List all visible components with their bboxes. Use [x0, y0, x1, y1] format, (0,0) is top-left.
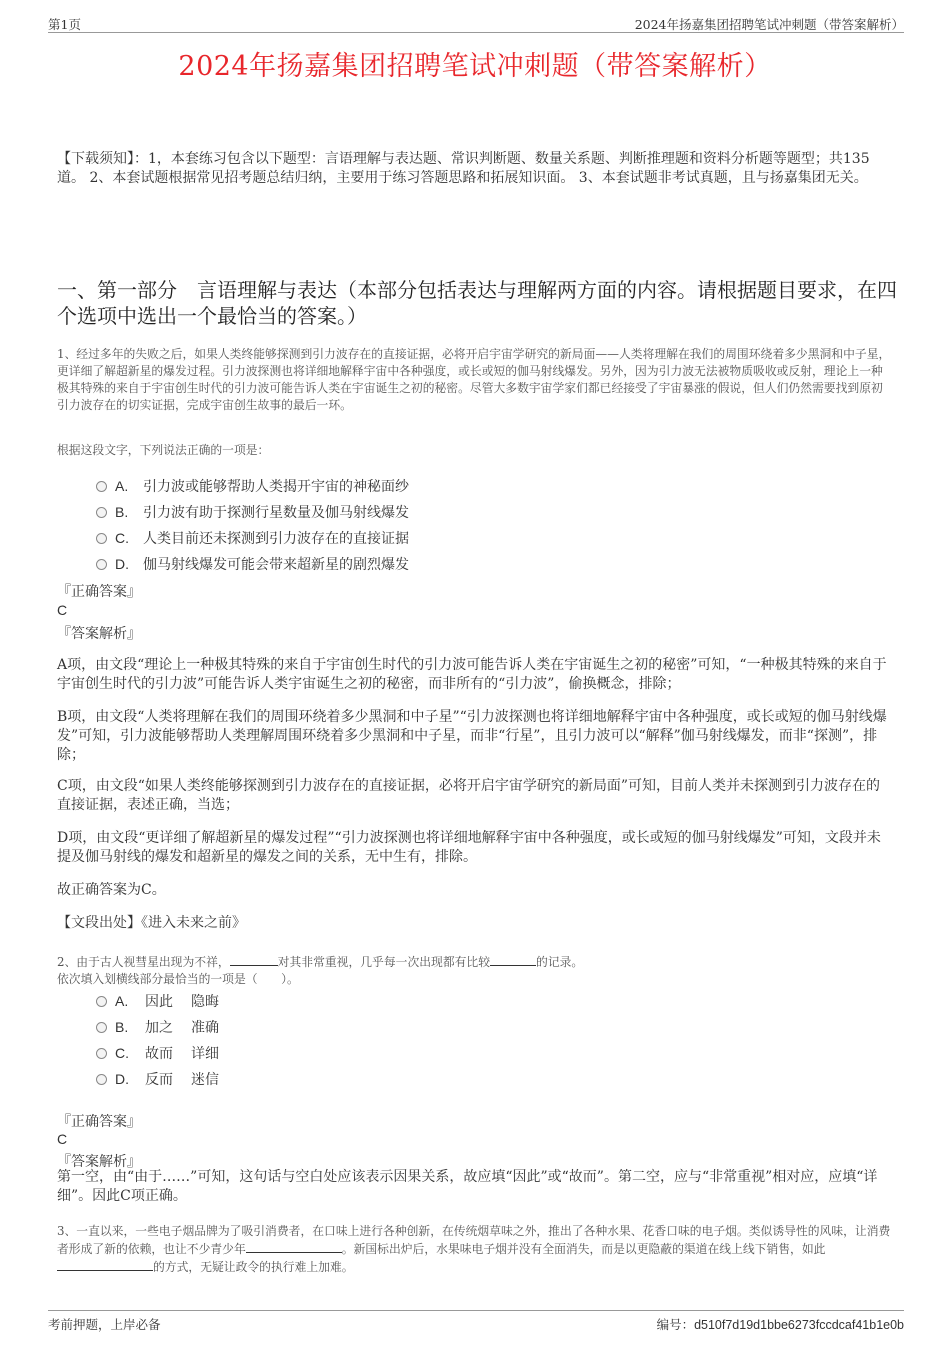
q1-passage: 1、经过多年的失败之后，如果人类终能够探测到引力波存在的直接证据，必将开启宇宙学研究的新局面——人类将理解在我们的周围环绕着多少黑洞和中子星，更详细了解超新星的爆发过程。引力波探测也将详细地解释宇宙中各种强度，或长或短的伽马射线爆发。另外，因为引力波无法被物质吸收或反射，理论上一种极其特殊的来自于宇宙创生时代的引力波可能告诉人类在宇宙诞生之初的秘密。尽管大多数宇宙学家们都已经接受了宇宙暴涨的假说，但人们仍然需要找到原初引力波存在的切实证据，完成宇宙创生故事的最后一环。: [57, 347, 891, 412]
q1-analysis-a: A项，由文段“理论上一种极其特殊的来自于宇宙创生时代的引力波可能告诉人类在宇宙诞生之初的秘密”可知，“一种极其特殊的来自于宇宙创生时代的引力波”可能告诉人类宇宙诞生之初的秘密，而非所有的“引力波”，偷换概念，排除；: [57, 657, 887, 692]
fill-blank: [490, 953, 536, 966]
q1-prompt: 根据这段文字，下列说法正确的一项是：: [57, 443, 270, 457]
q2-passage: 2、由于古人视彗星出现为不祥， 对其非常重视，几乎每一次出现都有比较 的记录。: [57, 955, 584, 969]
page-number: 第1页: [48, 17, 81, 32]
fill-blank: [230, 953, 278, 966]
download-notice: 【下载须知】：1，本套练习包含以下题型：言语理解与表达题、常识判断题、数量关系题、判断推理题和资料分析题等题型；共135道。 2、本套试题根据常见招考题总结归纳，主要用于练习答题思路和拓展知识面。 3、本套试题非考试真题，且与扬嘉集团无关。: [57, 151, 870, 186]
fill-blank: [57, 1258, 153, 1271]
radio-icon[interactable]: [96, 1048, 107, 1059]
q1-option-d[interactable]: D. 伽马射线爆发可能会带来超新星的剧烈爆发: [96, 551, 409, 577]
q1-option-b[interactable]: B. 引力波有助于探测行星数量及伽马射线爆发: [96, 499, 409, 525]
radio-icon[interactable]: [96, 1022, 107, 1033]
radio-icon[interactable]: [96, 481, 107, 492]
q2-option-c[interactable]: C. 故而 详细: [96, 1040, 219, 1066]
q1-source: 【文段出处】《进入未来之前》: [57, 915, 246, 931]
radio-icon[interactable]: [96, 533, 107, 544]
q1-options: [96, 473, 409, 577]
q2-option-b[interactable]: B. 加之 准确: [96, 1014, 219, 1040]
q1-option-a[interactable]: A. 引力波或能够帮助人类揭开宇宙的神秘面纱: [96, 473, 409, 499]
document-code: 编号：d510f7d19d1bbe6273fccdcaf41b1e0b: [656, 1317, 904, 1332]
q2-answer: C: [57, 1131, 68, 1147]
q3-passage: 3、一直以来，一些电子烟品牌为了吸引消费者，在口味上进行各种创新，在传统烟草味之外，推出了各种水果、花香口味的电子烟。类似诱导性的风味，让消费者形成了新的依赖，也让不少青少年 。新国标出炉后，水果味电子烟并没有全面消失，而是以更隐蔽的渠道在线上线下销售，如此的方式，无疑让政令的执行难上加难。: [57, 1224, 891, 1274]
q1-analysis-d: D项，由文段“更详细了解超新星的爆发过程”“引力波探测也将详细地解释宇宙中各种强度，或长或短的伽马射线爆发”可知，文段并未提及伽马射线的爆发和超新星的爆发之间的关系，无中生有，排除。: [57, 830, 881, 865]
q1-option-c[interactable]: C. 人类目前还未探测到引力波存在的直接证据: [96, 525, 409, 551]
footer-slogan: 考前押题，上岸必备: [48, 1317, 161, 1332]
q2-analysis: 第一空，由“由于……”可知，这句话与空白处应该表示因果关系，故应填“因此”或“故而”。第二空，应与“非常重视”相对应，应填“详细”。因此C项正确。: [57, 1169, 878, 1204]
page-footer: [48, 1310, 904, 1331]
q2-answer-label: 『正确答案』: [57, 1114, 141, 1130]
q1-conclusion: 故正确答案为C。: [57, 882, 166, 898]
section-heading: 一、第一部分 言语理解与表达（本部分包括表达与理解两方面的内容。请根据题目要求，在四个选项中选出一个最恰当的答案。）: [57, 278, 897, 328]
q2-prompt: 依次填入划横线部分最恰当的一项是（ ）。: [57, 972, 299, 986]
q2-options: [96, 988, 219, 1092]
q1-analysis-label: 『答案解析』: [57, 626, 141, 642]
q1-answer: C: [57, 602, 68, 618]
document-title: 2024年扬嘉集团招聘笔试冲刺题（带答案解析）: [178, 51, 772, 82]
q2-option-a[interactable]: A. 因此 隐晦: [96, 988, 219, 1014]
fill-blank: [246, 1240, 342, 1253]
q1-analysis-b: B项，由文段“人类将理解在我们的周围环绕着多少黑洞和中子星”“引力波探测也将详细地解释宇宙中各种强度，或长或短的伽马射线爆发”可知，引力波能够帮助人类理解周围环绕着多少黑洞和中子星，而非“行星”，且引力波可以“解释”伽马射线爆发，而非“探测”，排除；: [57, 709, 887, 763]
q2-analysis-label: 『答案解析』: [57, 1154, 141, 1170]
q1-answer-label: 『正确答案』: [57, 584, 141, 600]
radio-icon[interactable]: [96, 507, 107, 518]
q1-analysis-c: C项，由文段“如果人类终能够探测到引力波存在的直接证据，必将开启宇宙学研究的新局面”可知，目前人类并未探测到引力波存在的直接证据，表述正确，当选；: [57, 778, 881, 813]
radio-icon[interactable]: [96, 996, 107, 1007]
radio-icon[interactable]: [96, 559, 107, 570]
header-doc-title: 2024年扬嘉集团招聘笔试冲刺题（带答案解析）: [634, 17, 904, 32]
page-header: [48, 14, 904, 33]
radio-icon[interactable]: [96, 1074, 107, 1085]
q2-option-d[interactable]: D. 反而 迷信: [96, 1066, 219, 1092]
